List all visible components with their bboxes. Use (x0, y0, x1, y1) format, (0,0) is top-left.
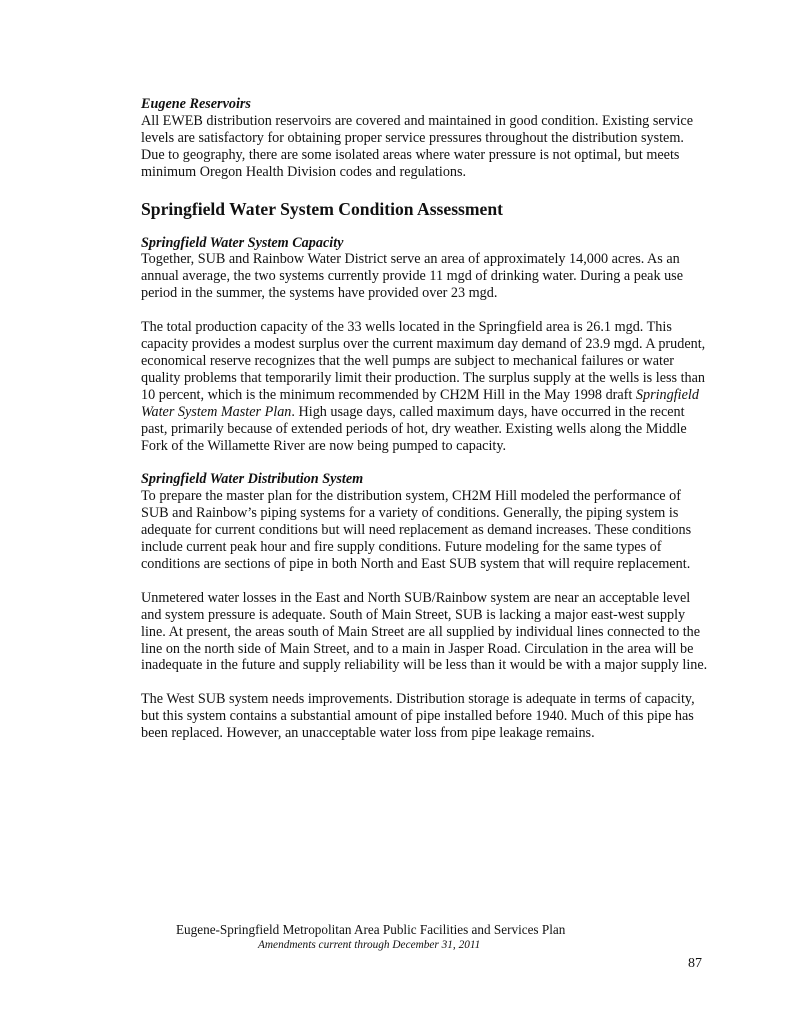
capacity-paragraph-2 (141, 319, 711, 454)
footer-amendments: Amendments current through December 31, 2011 (258, 939, 481, 951)
section-title: Springfield Water System Condition Assessment (141, 198, 504, 219)
master-plan-title: Springfield Water System Master Plan (141, 386, 699, 420)
page-number: 87 (688, 956, 702, 971)
distribution-paragraph-1: To prepare the master plan for the distribution system, CH2M Hill modeled the performance of SUB and Rainbow’s piping systems for a variety of conditions. Generally, the piping system is adequate for current conditions but will need replacement as demand increases. These conditions include current peak hour and fire supply conditions. Future modeling for the same types of conditions are sections of pipe in both North and East SUB system that will require replacement. (141, 488, 692, 572)
page-content (141, 96, 711, 742)
capacity-paragraph-2-end: . High usage days, called maximum days, have occurred in the recent past, primarily because of extended periods of hot, dry weather. Existing wells along the Middle Fork of the Willamette River are now being pumped to capacity. (141, 403, 687, 454)
footer-title: Eugene-Springfield Metropolitan Area Public Facilities and Services Plan (176, 922, 566, 937)
capacity-heading: Springfield Water System Capacity (141, 234, 344, 251)
distribution-paragraph-2: Unmetered water losses in the East and North SUB/Rainbow system are near an acceptable level and system pressure is adequate. South of Main Street, SUB is lacking a major east-west supply line. At present, the areas south of Main Street are all supplied by individual lines connected to the line on the north side of Main Street, and to a main in Jasper Road. Circulation in the area will be inadequate in the future and supply reliability will be less than it would be with a major supply line. (141, 589, 708, 674)
eugene-reservoirs-heading: Eugene Reservoirs (141, 96, 251, 112)
eugene-reservoirs-paragraph: All EWEB distribution reservoirs are covered and maintained in good condition. Existing service levels are satisfactory for obtaining proper service pressures throughout the distribution system. Due to geography, there are some isolated areas where water pressure is not optimal, but meets minimum Oregon Health Division codes and regulations. (141, 112, 693, 180)
capacity-paragraph-1: Together, SUB and Rainbow Water District serve an area of approximately 14,000 acres. As an annual average, the two systems currently provide 11 mgd of drinking water. During a peak use period in the summer, the systems have provided over 23 mgd. (141, 251, 683, 302)
distribution-heading: Springfield Water Distribution System (141, 471, 364, 488)
distribution-paragraph-3: The West SUB system needs improvements. Distribution storage is adequate in terms of capacity, but this system contains a substantial amount of pipe installed before 1940. Much of this pipe has been replaced. However, an unacceptable water loss from pipe leakage remains. (141, 691, 695, 742)
capacity-paragraph-2-start: The total production capacity of the 33 wells located in the Springfield area is 26.1 mgd. This capacity provides a modest surplus over the current maximum day demand of 23.9 mgd. A prudent, economical reserve recognizes that the well pumps are subject to mechanical failures or water quality problems that temporarily limit their production. The surplus supply at the wells is less than 10 percent, which is the minimum recommended by CH2M Hill in the May 1998 draft (141, 319, 706, 403)
